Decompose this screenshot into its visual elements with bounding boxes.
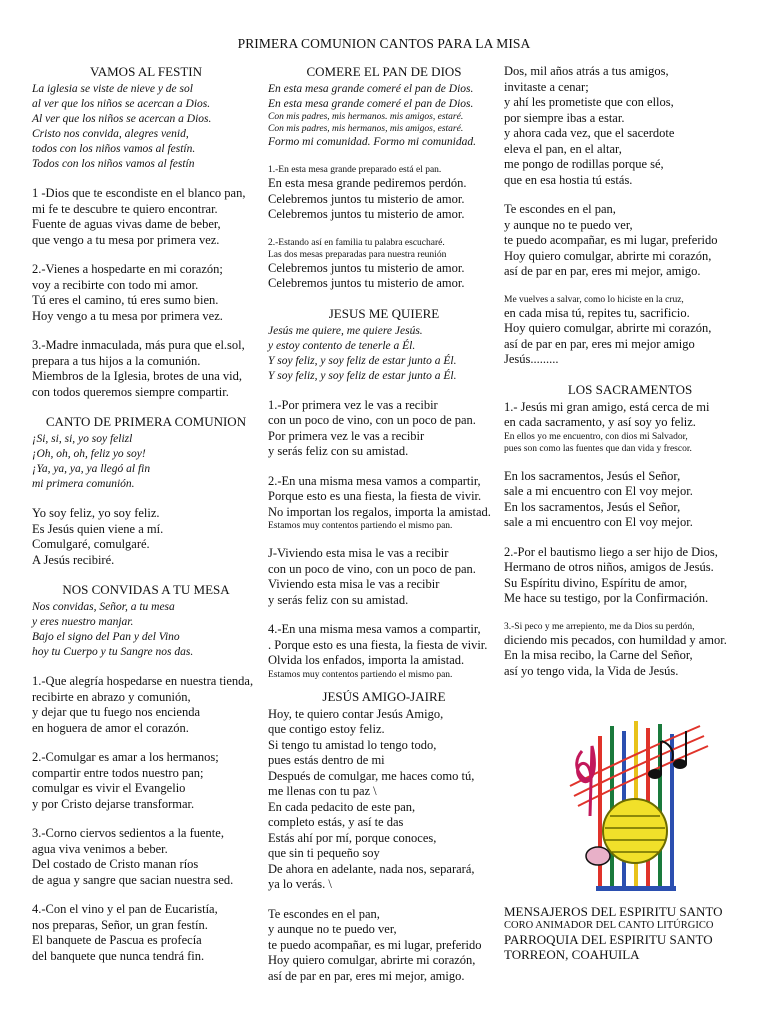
column-2 (268, 64, 500, 984)
lyric-line: Por primera vez le vas a recibir (268, 428, 425, 443)
lyric-line: con un poco de vino, con un poco de pan. (268, 561, 476, 576)
lyric-line: El banquete de Pascua es profecía (32, 933, 202, 947)
column-1 (32, 64, 260, 964)
lyric-line: así de par en par, eres mi mejor amigo (504, 336, 695, 351)
lyric-line: Yo soy feliz, yo soy feliz. (32, 506, 160, 520)
chorus-sacr (504, 469, 756, 531)
lyric-line: pues son como las fuentes que dan vida y frescor. (504, 443, 692, 454)
lyric-line: Te escondes en el pan, (268, 906, 380, 921)
verse-comere-2-intro (268, 237, 500, 261)
verse-sacr-3-intro: 3.-Si peco y me arrepiento, me da Dios su perdón, (504, 621, 695, 632)
lyric-line: de agua y sangre que sacian nuestra sed. (32, 872, 234, 887)
verse-amigo-cont-2 (504, 202, 756, 280)
lyric-line: Porque esto es una fiesta, la fiesta de vivir. (268, 489, 482, 503)
verse-nos-1 (32, 674, 260, 736)
lyric-line: y estoy contento de tenerle a Él. (268, 339, 416, 352)
lyric-line: agua viva venimos a beber. (32, 841, 168, 856)
lyric-line: Jesús......... (504, 352, 559, 366)
lyric-line: nos preparas, Señor, un gran festín. (32, 917, 208, 932)
lyric-line: Celebremos juntos tu misterio de amor. (268, 191, 465, 206)
lyric-line: todos con los niños vamos al festín. (32, 143, 196, 155)
lyric-line: A Jesús recibiré. (32, 552, 115, 567)
lyric-line: Comulgaré, comulgaré. (32, 537, 150, 551)
lyric-line: Y soy feliz, y soy feliz de estar junto a Él. (268, 354, 457, 367)
lyric-line: en cada sacramento, y así soy yo feliz. (504, 415, 696, 429)
lyric-line: En esta mesa grande comeré el pan de Dios. (268, 98, 474, 110)
song-title-quiere: JESUS ME QUIERE (328, 305, 440, 321)
verse-amigo-1 (268, 707, 500, 893)
lyric-line: En los sacramentos, Jesús el Señor, (504, 468, 681, 483)
lyric-line: y serás feliz con su amistad. (268, 444, 409, 458)
lyric-line: ¡Ya, ya, ya, ya llegó al fin (32, 463, 151, 475)
lyric-line: Tú eres el camino, tú eres sumo bien. (32, 293, 219, 307)
chorus-vamos (32, 82, 260, 172)
verse-amigo-2 (268, 907, 500, 985)
song-title-amigo: JESÚS AMIGO-JAIRE (322, 688, 446, 704)
lyric-line: así de par en par, eres mi mejor, amigo. (268, 968, 465, 983)
lyric-line: comulgar es vivir el Evangelio (32, 781, 186, 795)
verse-sacr-1-end (504, 431, 756, 455)
lyric-line: Me hace su testigo, por la Confirmación. (504, 591, 709, 605)
song-title-nos: NOS CONVIDAS A TU MESA (62, 582, 230, 597)
lyric-line: pues estás dentro de mi (268, 753, 385, 767)
lyric-line: en hoguera de amor el corazón. (32, 720, 189, 735)
footer-parish: PARROQUIA DEL ESPIRITU SANTO (504, 932, 713, 947)
verse-vamos-2 (32, 262, 260, 324)
lyric-line: que vengo a tu mesa por primera vez. (32, 232, 220, 247)
lyric-line: y eres nuestro manjar. (32, 616, 134, 628)
verse-comere-2 (268, 261, 500, 292)
lyric-line: Con mis padres, mis hermanos, mis amigos, estaré. (268, 123, 464, 134)
lyric-line: y ahora cada vez, que el sacerdote (504, 126, 675, 140)
lyric-line: Con mis padres, mis hermanos. mis amigos, estaré. (268, 112, 464, 122)
verse-comere-1 (268, 176, 500, 223)
lyric-line: Viviendo esta misa le vas a recibir (268, 577, 440, 591)
verse-nos-4 (32, 902, 260, 964)
chorus-comere-b (268, 112, 500, 135)
lyric-line: y aunque no te puedo ver, (504, 217, 633, 232)
lyric-line: sale a mi encuentro con El voy mejor. (504, 484, 693, 498)
song-title-sacramentos: LOS SACRAMENTOS (567, 381, 693, 397)
verse-sacr-1 (504, 400, 756, 431)
lyric-line: mi fe te descubre te quiero encontrar. (32, 201, 218, 216)
lyric-line: 3.-Madre inmaculada, más pura que el.sol, (32, 338, 245, 352)
verse-quiere-2-end: Estamos muy contentos partiendo el mismo pan. (268, 521, 453, 531)
lyric-line: en cada misa tú, repites tu, sacrificio. (504, 305, 690, 320)
lyric-line: así de par en par, eres mi mejor, amigo. (504, 264, 701, 278)
lyric-line: 4.-En una misma mesa vamos a compartir, (268, 622, 481, 636)
chorus-canto (32, 432, 260, 492)
lyric-line: Miembros de la Iglesia, brotes de una vid, (32, 369, 243, 383)
lyric-line: 1 -Dios que te escondiste en el blanco pan, (32, 186, 246, 200)
lyric-line: ¡Si, si, si, yo soy felizl (32, 433, 133, 445)
lyric-line: diciendo mis pecados, con humildad y amor. (504, 632, 727, 647)
lyric-line: y dejar que tu fuego nos encienda (32, 705, 200, 719)
lyric-line: 2.-Comulgar es amar a los hermanos; (32, 750, 219, 764)
lyric-line: completo estás, y así te das (268, 815, 404, 829)
verse-comere-1-intro: 1.-En esta mesa grande preparado está el pan. (268, 165, 442, 175)
lyric-line: 2.-Por el bautismo liego a ser hijo de Dios, (504, 544, 718, 559)
lyric-line: Al ver que los niños se acercan a Dios. (32, 113, 212, 125)
half-note-icon (586, 847, 610, 865)
verse-canto-1 (32, 506, 260, 568)
verse-quiere-1 (268, 398, 500, 460)
lyric-line: Del costado de Cristo manan ríos (32, 857, 199, 871)
lyric-line: Cristo nos convida, alegres venid, (32, 128, 189, 140)
lyric-line: Dos, mil años atrás a tus amigos, (504, 64, 669, 78)
lyric-line: Te escondes en el pan, (504, 202, 616, 216)
lyric-line: Hoy, te quiero contar Jesús Amigo, (268, 706, 444, 721)
lyric-line: Estás ahí por mí, porque conoces, (268, 830, 437, 845)
stripe-red (598, 736, 602, 891)
lyric-line: te puedo acompañar, es mi lugar, preferido (268, 937, 482, 952)
lyric-line: En la misa recibo, la Carne del Señor, (504, 648, 693, 662)
lyric-line: que sin ti pequeño soy (268, 846, 380, 860)
lyric-line: Hermano de otros niños, amigos de Jesús. (504, 560, 714, 574)
lyric-line: Si tengo tu amistad lo tengo todo, (268, 737, 437, 752)
verse-vamos-1 (32, 186, 260, 248)
lyric-line: que en esa hostia tú estás. (504, 172, 633, 187)
lyric-line: Las dos mesas preparadas para nuestra reunión (268, 249, 447, 260)
verse-nos-2 (32, 750, 260, 812)
lyric-line: 1.- Jesús mi gran amigo, está cerca de mi (504, 399, 710, 414)
lyric-line: y por Cristo dejarse transformar. (32, 796, 195, 811)
lyric-line: 2.-En una misma mesa vamos a compartir, (268, 473, 481, 488)
lyric-line: que contigo estoy feliz. (268, 722, 385, 736)
lyric-line: me llenas con tu paz \ (268, 784, 377, 798)
lyric-line: Fuente de aguas vivas dame de beber, (32, 217, 221, 231)
lyric-line: 2.-Estando así en familia tu palabra escucharé. (268, 237, 445, 248)
song-title-comere: COMERE EL PAN DE DIOS (306, 64, 462, 79)
lyric-line: y aunque no te puedo ver, (268, 922, 397, 936)
verse-amigo-cont-3-intro: Me vuelves a salvar, como lo hiciste en la cruz, (504, 294, 684, 305)
lyric-line: La iglesia se viste de nieve y de sol (32, 83, 193, 95)
verse-sacr-3 (504, 633, 756, 680)
sun-circle (603, 799, 667, 863)
lyric-line: En esta mesa grande pediremos perdón. (268, 176, 467, 190)
verse-sacr-2 (504, 545, 756, 607)
chorus-comere-a (268, 82, 500, 112)
verse-quiere-3 (268, 546, 500, 608)
lyric-line: En los sacramentos, Jesús el Señor, (504, 499, 681, 514)
lyric-line: Después de comulgar, me haces como tú, (268, 768, 475, 783)
lyric-line: Su Espíritu divino, Espíritu de amor, (504, 575, 688, 590)
lyric-line: Y soy feliz, y soy feliz de estar junto a Él. (268, 369, 457, 382)
lyric-line: Bajo el signo del Pan y del Vino (32, 631, 180, 643)
lyric-line: 1.-Por primera vez le vas a recibir (268, 397, 438, 412)
verse-quiere-4-end: Estamos muy contentos partiendo el mismo pan. (268, 669, 453, 680)
lyric-line: Formo mi comunidad. Formo mi comunidad. (268, 136, 476, 148)
lyric-line: En cada pedacito de este pan, (268, 799, 416, 814)
lyric-line: así yo tengo vida, la Vida de Jesús. (504, 663, 679, 678)
lyric-line: Celebremos juntos tu misterio de amor. (268, 276, 465, 290)
verse-quiere-4 (268, 622, 500, 669)
lyric-line: Jesús me quiere, me quiere Jesús. (268, 324, 423, 337)
lyric-line: Es Jesús quien viene a mí. (32, 521, 164, 536)
lyric-line: Hoy quiero comulgar, abrirte mi corazón, (268, 953, 476, 967)
lyric-line: Hoy quiero comulgar, abrirte mi corazón, (504, 248, 712, 263)
eighth-notes-icon (648, 731, 687, 779)
lyric-line: mi primera comunión. (32, 478, 135, 490)
column-3 (504, 64, 756, 679)
footer-credits (504, 904, 756, 962)
verse-vamos-3 (32, 338, 260, 400)
verse-amigo-cont-3 (504, 306, 756, 368)
lyric-line: 4.-Con el vino y el pan de Eucaristía, (32, 902, 218, 916)
footer-choir-name: MENSAJEROS DEL ESPIRITU SANTO (504, 904, 723, 919)
lyric-line: con un poco de vino, con un poco de pan. (268, 413, 476, 427)
footer-city: TORREON, COAHUILA (504, 947, 640, 962)
verse-quiere-2 (268, 474, 500, 521)
lyric-line: invitaste a cenar; (504, 79, 589, 94)
chorus-comere-c (268, 135, 500, 150)
lyric-line: hoy tu Cuerpo y tu Sangre nos das. (32, 646, 194, 658)
page-title: PRIMERA COMUNION CANTOS PARA LA MISA (237, 36, 531, 51)
lyric-line: ¡Oh, oh, oh, feliz yo soy! (32, 448, 146, 460)
lyric-line: J-Viviendo esta misa le vas a recibir (268, 546, 449, 560)
lyric-line: voy a recibirte con todo mi amor. (32, 277, 199, 292)
lyric-line: y ahí les prometiste que con ellos, (504, 95, 674, 109)
music-note-logo-illustration (560, 716, 710, 896)
lyric-line: prepara a tus hijos a la comunión. (32, 353, 201, 368)
lyric-line: 3.-Corno ciervos sedientos a la fuente, (32, 826, 224, 840)
lyric-line: De ahora en adelante, nada nos, separará, (268, 861, 475, 876)
verse-nos-3 (32, 826, 260, 888)
lyric-line: Celebremos juntos tu misterio de amor. (268, 207, 465, 221)
lyric-line: Hoy vengo a tu mesa por primera vez. (32, 308, 223, 323)
lyric-line: En ellos yo me encuentro, con dios mi Salvador, (504, 431, 688, 442)
lyric-line: con todos queremos siempre compartir. (32, 384, 229, 399)
lyric-line: 1.-Que alegría hospedarse en nuestra tienda, (32, 674, 254, 688)
lyric-line: al ver que los niños se acercan a Dios. (32, 98, 211, 110)
lyric-line: sale a mi encuentro con El voy mejor. (504, 515, 693, 529)
lyric-line: En esta mesa grande comeré el pan de Dios. (268, 83, 474, 95)
lyric-line: del banquete que nunca tendrá fin. (32, 948, 205, 963)
verse-amigo-cont-1 (504, 64, 756, 188)
lyric-line: eleva el pan, en el altar, (504, 141, 622, 156)
lyric-line: No importan los regalos, importa la amistad. (268, 504, 491, 519)
lyric-line: me pongo de rodillas porque sé, (504, 157, 664, 171)
song-title-vamos: VAMOS AL FESTIN (90, 64, 202, 79)
lyric-line: Olvida los enfados, importa la amistad. (268, 653, 465, 667)
lyric-line: te puedo acompañar, es mi lugar, preferido (504, 233, 718, 247)
song-title-canto: CANTO DE PRIMERA COMUNION (45, 414, 247, 429)
lyric-line: Todos con los niños vamos al festín (32, 158, 195, 170)
chorus-nos (32, 600, 260, 660)
lyric-line: Celebremos juntos tu misterio de amor. (268, 260, 465, 275)
lyric-line: 2.-Vienes a hospedarte en mi corazón; (32, 262, 223, 276)
lyric-line: y serás feliz con su amistad. (268, 592, 409, 607)
footer-choir-subtitle: CORO ANIMADOR DEL CANTO LITÚRGICO (504, 920, 714, 931)
lyric-line: recibirte en abrazo y comunión, (32, 689, 191, 704)
lyric-line: Nos convidas, Señor, a tu mesa (32, 601, 175, 613)
lyric-line: Hoy quiero comulgar, abrirte mi corazón, (504, 321, 712, 335)
chorus-quiere (268, 324, 500, 384)
lyric-line: compartir entre todos nuestro pan; (32, 765, 204, 780)
lyric-line: por siempre ibas a estar. (504, 110, 625, 125)
lyric-line: . Porque esto es una fiesta, la fiesta de vivir. (268, 637, 488, 652)
lyric-line: ya lo verás. \ (268, 877, 332, 891)
